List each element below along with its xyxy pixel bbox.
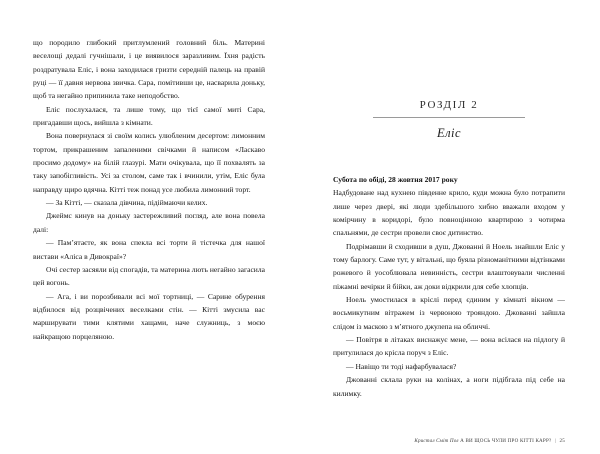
paragraph: — Повітря в літаках виснажує мене, — вона всілася на підлогу й притулилася до крісла поруч з Еліс. xyxy=(333,335,565,358)
paragraph: Еліс послухалася, та лише тому, що тієї самої миті Сара, пригадавши щось, вийшла з кімнати. xyxy=(33,104,265,128)
paragraph: Ноель умостилася в кріслі перед єдиним у кімнаті вікном — восьмикутним вітражем із червоною трояндою. Джованні зайшла слідом із маскою з м’ятного джулепа на обличчі. xyxy=(333,295,565,331)
paragraph: Вона повернулася зі своїм колись улюбленим десертом: лимонним тортом, прикрашеним запаленими свічками й написом «Ласкаво просимо додому» на білій глазурі. Мати очікувала, що її похвалять за таку запобігливість. Усі за столом, саме так і вчинили, утім, Еліс була направду щиро вдячна. Кітті теж понад усе любила лимонний торт. xyxy=(33,131,265,194)
paragraph: — Навіщо ти тоді нафарбувалася? xyxy=(346,361,457,371)
paragraph: — За Кітті, — сказала дівчина, підіймаючи келих. xyxy=(46,198,208,208)
paragraph: Подрімавши й сходивши в душ, Джованні й Ноель знайшли Еліс у тому барлогу. Саме тут, у вітальні, що буяла різноманітними відтінками рожевого й уособлювала невинність, сестри влаштовували численні піжамні вечірки й бійки, аж доки відкрили для себе хлопців. xyxy=(333,241,565,291)
running-footer xyxy=(333,437,565,445)
paragraph: Надбудоване над кухнею південне крило, куди можна було потрапити лише через двері, які люди здебільшого хибно вважали входом у комірчину в коридорі, було повноцінною квартирою з чотирма спальнями, де сестри провели своє дитинство. xyxy=(333,188,565,238)
chapter-title: Еліс xyxy=(436,126,462,140)
page-number: 25 xyxy=(559,438,565,444)
left-page-body xyxy=(33,36,265,343)
paragraph: Очі сестер засяяли від спогадів, та материна лють негайно загасила цей вогонь. xyxy=(33,264,265,288)
footer-title: А ВИ ЩОСЬ ЧУЛИ ПРО КІТТІ КАРР? xyxy=(460,438,552,444)
footer-author: Кристал Сміт Пол xyxy=(414,438,459,444)
paragraph: — Пам’ятаєте, як вона спекла всі торти й тістечка для нашої вистави «Аліса в Дивокраї»? xyxy=(33,238,265,261)
paragraph: що породило глибокий притлумлений головний біль. Материні веселощі дедалі гучнішали, і це виявилося заразливим. Їхня радість роздратувала Еліс, і вона заходилася гризти середній палець на правій руці — її давня нервова звичка. Сара, помітивши це, насварила доньку, щоб та негайно припинила таке неподобство. xyxy=(33,38,265,101)
paragraph: Джованні склала руки на колінах, а ноги підібгала під себе на килимку. xyxy=(333,375,565,398)
chapter-heading xyxy=(333,0,565,141)
footer-separator: | xyxy=(554,438,557,444)
right-page-body xyxy=(333,141,565,400)
right-page xyxy=(300,0,600,454)
chapter-number: РОЗДІЛ 2 xyxy=(419,99,479,111)
paragraph: — Ага, і ви порозбивали всі мої тортниці, — Сарине обурення відбилося від розцвічених веселками стін. — Кітті змусила вас марширувати тими клятими хащами, наче служниць, з моєю найкращою порцеляною. xyxy=(33,291,265,341)
paragraph: Джеймс кинув на доньку застережливий погляд, але вона повела далі: xyxy=(33,211,265,234)
date-heading: Субота по обіді, 28 жовтня 2017 року xyxy=(333,175,458,184)
